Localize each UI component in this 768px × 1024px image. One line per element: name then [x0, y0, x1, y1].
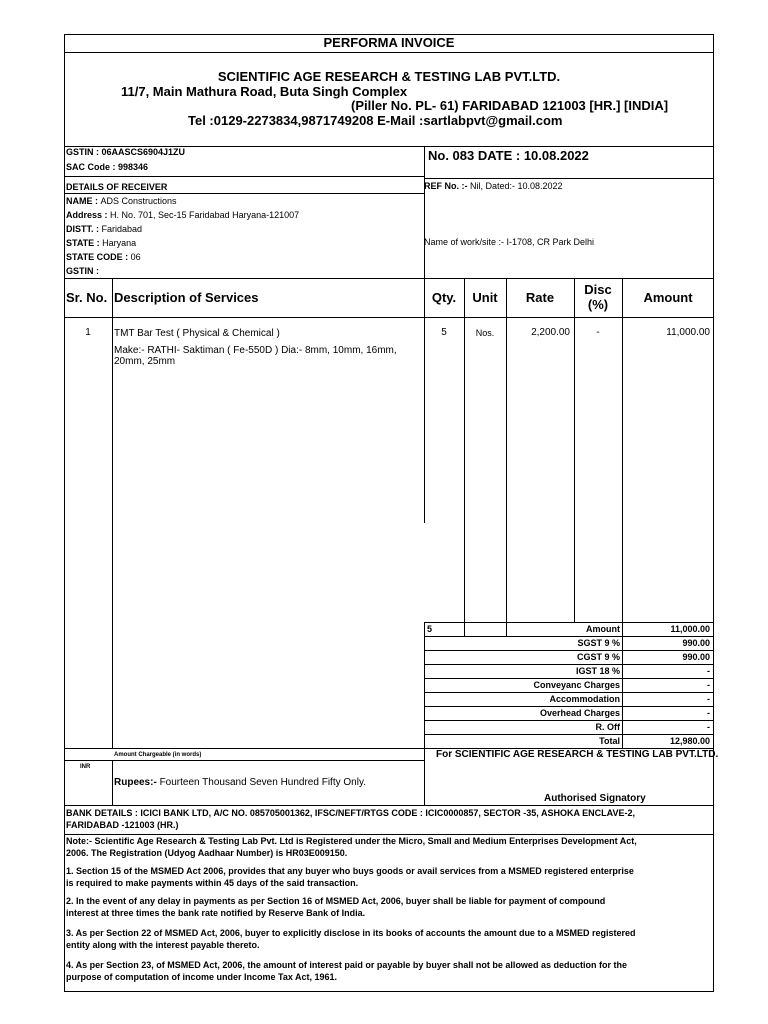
total-value-overhead: -	[707, 708, 710, 718]
receiver-state: Haryana	[102, 238, 137, 248]
amount-words-row	[114, 777, 366, 788]
divider	[424, 678, 714, 679]
receiver-state-row	[66, 238, 136, 248]
total-label-total: Total	[599, 736, 620, 746]
divider	[64, 317, 714, 318]
col-rate: Rate	[525, 290, 555, 305]
invoice-number-date: No. 083 DATE : 10.08.2022	[428, 148, 589, 163]
receiver-address-row	[66, 210, 299, 220]
note-1a: 1. Section 15 of the MSMED Act 2006, provides that any buyer who buys goods or avail services from a MSMED registered enterprise	[66, 866, 634, 876]
note-registration-1: Note:- Scientific Age Research & Testing Lab Pvt. Ltd is Registered under the Micro, Small and Medium Enterprises Development Act,	[66, 836, 637, 846]
item-unit: Nos.	[475, 328, 495, 338]
receiver-state-code: 06	[130, 252, 141, 262]
note-registration-2: 2006. The Registration (Udyog Aadhaar Number) is HR03E009150.	[66, 848, 348, 858]
receiver-name-row	[66, 196, 177, 206]
divider	[64, 278, 714, 279]
note-4a: 4. As per Section 23, of MSMED Act, 2006, the amount of interest paid or payable by buyer shall not be allowed as deduction for the	[66, 960, 627, 970]
item-amount: 11,000.00	[666, 327, 710, 338]
receiver-name-label: NAME :	[66, 196, 101, 206]
total-value-accommodation: -	[707, 694, 710, 704]
note-4b: purpose of computation of income under Income Tax Act, 1961.	[66, 972, 338, 982]
receiver-state-label: STATE :	[66, 238, 103, 248]
divider	[424, 636, 714, 637]
amount-in-words: Fourteen Thousand Seven Hundred Fifty Only.	[159, 777, 366, 788]
divider	[424, 622, 714, 623]
total-value-amount: 11,000.00	[670, 624, 710, 634]
receiver-address-label: Address :	[66, 210, 111, 220]
total-label-conveyance: Conveyanc Charges	[533, 680, 620, 690]
ref-label: REF No. :-	[424, 181, 470, 191]
note-3b: entity along with the interest payable thereto.	[66, 940, 260, 950]
total-label-amount: Amount	[586, 624, 620, 634]
col-disc-percent: (%)	[587, 297, 609, 312]
bank-details-line-2: FARIDABAD -121003 (HR.)	[66, 820, 179, 830]
qty-total: 5	[427, 624, 433, 634]
divider	[64, 834, 714, 835]
receiver-state-code-row	[66, 252, 141, 262]
item-rate: 2,200.00	[531, 327, 570, 338]
authorised-signatory: Authorised Signatory	[544, 793, 646, 804]
for-company: For SCIENTIFIC AGE RESEARCH & TESTING LAB PVT.LTD.	[436, 749, 719, 760]
total-label-igst: IGST 18 %	[575, 666, 620, 676]
divider	[64, 176, 424, 177]
receiver-distt: Faridabad	[101, 224, 143, 234]
note-2a: 2. In the event of any delay in payments as per Section 16 of MSMED Act, 2006, buyer shall be liable for payment of compound	[66, 896, 606, 906]
divider	[424, 178, 714, 179]
total-label-accommodation: Accommodation	[549, 694, 620, 704]
divider	[64, 760, 424, 761]
total-label-overhead: Overhead Charges	[539, 708, 620, 718]
invoice-title: PERFORMA INVOICE	[323, 35, 455, 50]
divider	[424, 720, 714, 721]
receiver-distt-label: DISTT. :	[66, 224, 102, 234]
receiver-gstin-label: GSTIN :	[66, 266, 99, 276]
total-value-total: 12,980.00	[669, 736, 710, 746]
item-qty: 5	[441, 327, 447, 338]
total-label-cgst: CGST 9 %	[576, 652, 620, 662]
receiver-state-code-label: STATE CODE :	[66, 252, 131, 262]
col-description: Description of Services	[114, 290, 259, 305]
col-qty: Qty.	[431, 290, 457, 305]
divider	[424, 734, 714, 735]
item-desc-line-1: TMT Bar Test ( Physical & Chemical )	[114, 328, 280, 339]
receiver-name: ADS Constructions	[100, 196, 177, 206]
col-disc: Disc	[584, 282, 612, 297]
column-divider	[424, 622, 425, 748]
inr-label: INR	[80, 764, 91, 770]
item-disc: -	[596, 327, 600, 338]
total-value-conveyance: -	[707, 680, 710, 690]
ref-value: Nil, Dated:- 10.08.2022	[470, 181, 563, 191]
note-2b: interest at three times the bank rate notified by Reserve Bank of India.	[66, 908, 366, 918]
col-amount: Amount	[643, 290, 693, 305]
receiver-address: H. No. 701, Sec-15 Faridabad Haryana-121007	[110, 210, 300, 220]
gstin: GSTIN : 06AASCS6904J1ZU	[66, 147, 186, 157]
total-value-igst: -	[707, 666, 710, 676]
total-value-sgst: 990.00	[682, 638, 710, 648]
total-value-cgst: 990.00	[682, 652, 710, 662]
col-sr-no: Sr. No.	[66, 290, 108, 305]
total-value-roff: -	[707, 722, 710, 732]
column-divider	[112, 760, 113, 805]
item-desc-line-2: Make:- RATHI- Saktiman ( Fe-550D ) Dia:- 8mm, 10mm, 16mm,	[114, 345, 397, 356]
company-contact: Tel :0129-2273834,9871749208 E-Mail :sartlabpvt@gmail.com	[188, 113, 563, 128]
divider	[424, 692, 714, 693]
item-desc-line-3: 20mm, 25mm	[114, 356, 176, 367]
sac-code: SAC Code : 998346	[66, 162, 149, 172]
bank-details-line-1: BANK DETAILS : ICICI BANK LTD, A/C NO. 085705001362, IFSC/NEFT/RTGS CODE : ICIC0000857, SECTOR -35, ASHOKA ENCLAVE-2,	[66, 808, 635, 818]
divider	[424, 706, 714, 707]
column-divider	[112, 278, 113, 748]
divider	[424, 664, 714, 665]
receiver-heading: DETAILS OF RECEIVER	[66, 182, 168, 192]
divider	[64, 805, 714, 806]
divider	[64, 193, 424, 194]
total-label-roff: R. Off	[595, 722, 620, 732]
note-1b: is required to make payments within 45 days of the said transaction.	[66, 878, 359, 888]
divider	[64, 52, 714, 53]
company-address-1: 11/7, Main Mathura Road, Buta Singh Complex	[121, 84, 408, 99]
ref-row	[424, 181, 563, 191]
total-label-sgst: SGST 9 %	[577, 638, 620, 648]
divider	[424, 650, 714, 651]
note-3a: 3. As per Section 22 of MSMED Act, 2006, buyer to explicitly disclose in its books of accounts the amount due to a MSMED registered	[66, 928, 636, 938]
work-site: Name of work/site :- I-1708, CR Park Delhi	[424, 237, 595, 247]
column-divider	[424, 278, 425, 523]
item-sr: 1	[85, 327, 91, 338]
company-name: SCIENTIFIC AGE RESEARCH & TESTING LAB PVT.LTD.	[217, 69, 561, 84]
divider	[424, 146, 425, 278]
receiver-distt-row	[66, 224, 142, 234]
col-unit: Unit	[472, 290, 498, 305]
amount-words-label: Amount Chargeable (in words)	[114, 752, 202, 758]
company-address-2: (Piller No. PL- 61) FARIDABAD 121003 [HR.] [INDIA]	[351, 98, 669, 113]
rupees-label: Rupees:-	[114, 777, 160, 788]
column-divider	[424, 748, 425, 805]
